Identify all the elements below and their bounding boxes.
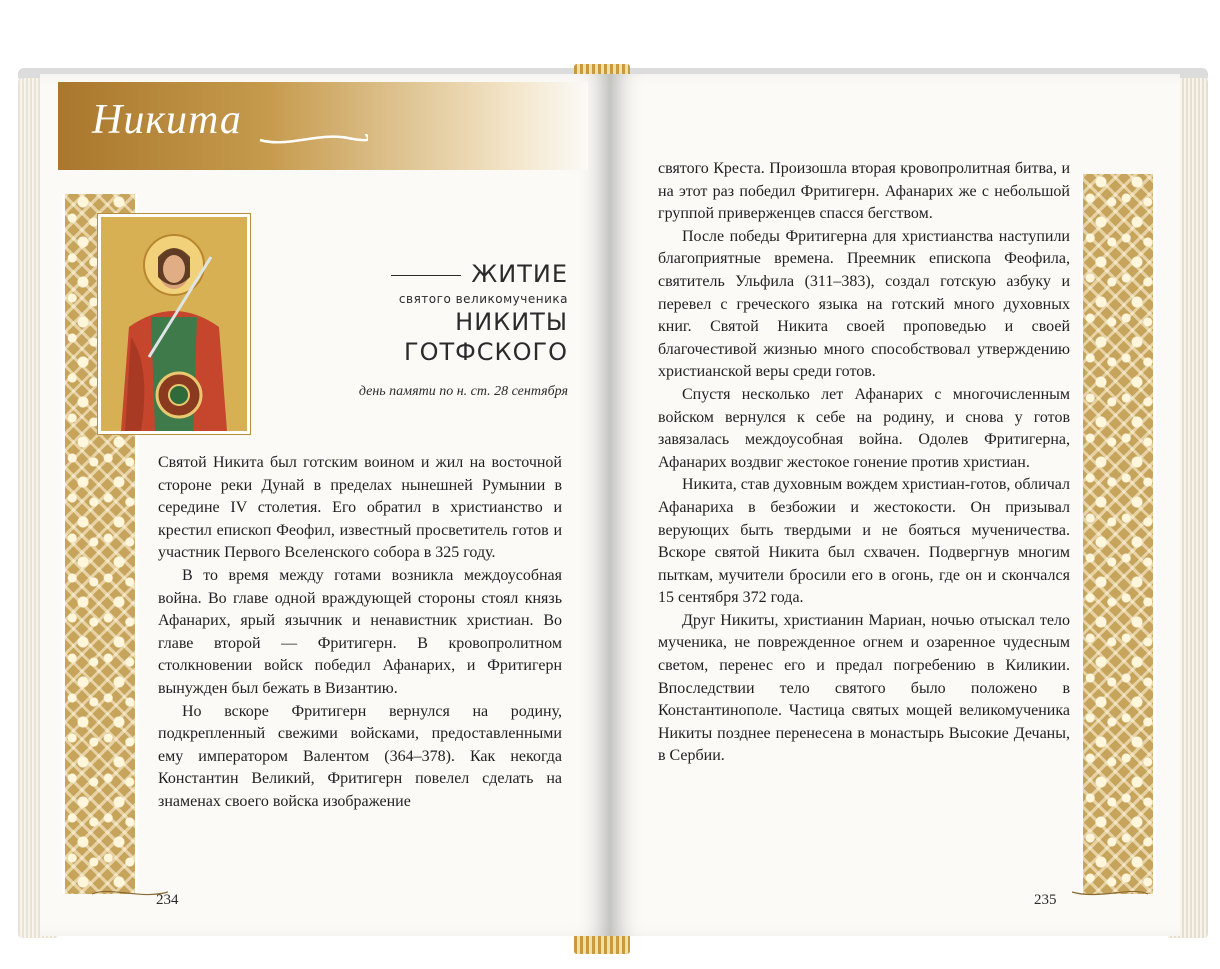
flourish-icon bbox=[258, 126, 368, 150]
paragraph: После победы Фритигерна для христианства наступили благоприятные времена. Преемник епископа Феофила, святитель Ульфила (311–383), создал готскую азбуку и перевел с греческого языка на готский много духовных книг. Святой Никита своей проповедью и своей благочестивой жизнью много способствовал утверждению христианской веры среди готов. bbox=[658, 227, 1070, 381]
paragraph: Друг Никиты, христианин Мариан, ночью отыскал тело мученика, не поврежденное огнем и озаренное чудесным светом, перенес его и предал погребению в Киликии. Впоследствии тело святого было положено в Константинополе. Частица святых мощей великомученика Никиты позднее перенесена в монастырь Высокие Дечаны, в Сербии. bbox=[658, 611, 1070, 765]
page-number: 235 bbox=[1034, 892, 1057, 908]
saint-nikita-icon bbox=[101, 217, 247, 431]
paragraph: святого Креста. Произошла вторая кровопролитная битва, и на этот раз победил Фритигерн. Афанарих же с небольшой группой приверженцев спасся бегством. bbox=[658, 160, 1070, 223]
page-number: 234 bbox=[156, 892, 179, 908]
paragraph: Святой Никита был готским воином и жил на восточной стороне реки Дунай в пределах нынешней Румынии в середине IV столетия. Его обратил в христианство и крестил епископ Феофил, известный просветитель готов и участник Первого Вселенского собора в 325 году. bbox=[158, 454, 562, 562]
chapter-title-bar bbox=[58, 82, 588, 170]
paragraph: Но вскоре Фритигерн вернулся на родину, подкрепленный свежими войсками, предоставленными ему императором Валентом (364–378). Как некогда Константин Великий, Фритигерн повелел сделать на знаменах своего войска изображение bbox=[158, 702, 562, 810]
paragraph: Никита, став духовным вождем христиан-готов, обличал Афанариха в безбожии и жестокости. Он призывал верующих быть твердыми и не бояться мученичества. Вскоре святой Никита был схвачен. Подвергнув многим пыткам, мучители бросили его в огонь, где он и скончался 15 сентября 372 года. bbox=[658, 476, 1070, 607]
heading-line-name: НИКИТЫ bbox=[455, 308, 568, 336]
right-page bbox=[610, 74, 1180, 936]
footer-flourish-icon bbox=[1070, 882, 1150, 902]
heading-line-zhitie: ЖИТИЕ bbox=[471, 260, 568, 288]
memorial-day: день памяти по н. ст. 28 сентября bbox=[358, 384, 568, 399]
heading-rule bbox=[391, 275, 461, 276]
paragraph: В то время между готами возникла междоусобная война. Во главе одной враждующей стороны стоял князь Афанарих, ярый язычник и ненавистник христиан. Во главе второй — Фритигерн. В кровопролитном столкновении войск победил Афанарих, и Фритигерн вынужден был бежать в Византию. bbox=[158, 566, 562, 697]
chapter-title: Никита bbox=[92, 97, 242, 143]
paragraph: Спустя несколько лет Афанарих с многочисленным войском вернулся к себе на родину, и снова у готов завязалась междоусобная война. Одолев Фритигерна, Афанарих воздвиг жестокое гонение против христиан. bbox=[658, 385, 1070, 471]
right-page-body bbox=[658, 158, 1070, 768]
gold-ornament-border-right bbox=[1080, 174, 1156, 894]
left-page bbox=[40, 74, 610, 936]
saint-icon-image bbox=[98, 214, 250, 434]
open-book bbox=[18, 68, 1208, 948]
life-heading bbox=[308, 260, 568, 366]
heading-line-subtitle: святого великомученика bbox=[398, 292, 568, 306]
left-page-body bbox=[158, 452, 562, 814]
headband-bottom bbox=[574, 934, 630, 954]
heading-line-epithet: ГОТФСКОГО bbox=[403, 338, 568, 366]
